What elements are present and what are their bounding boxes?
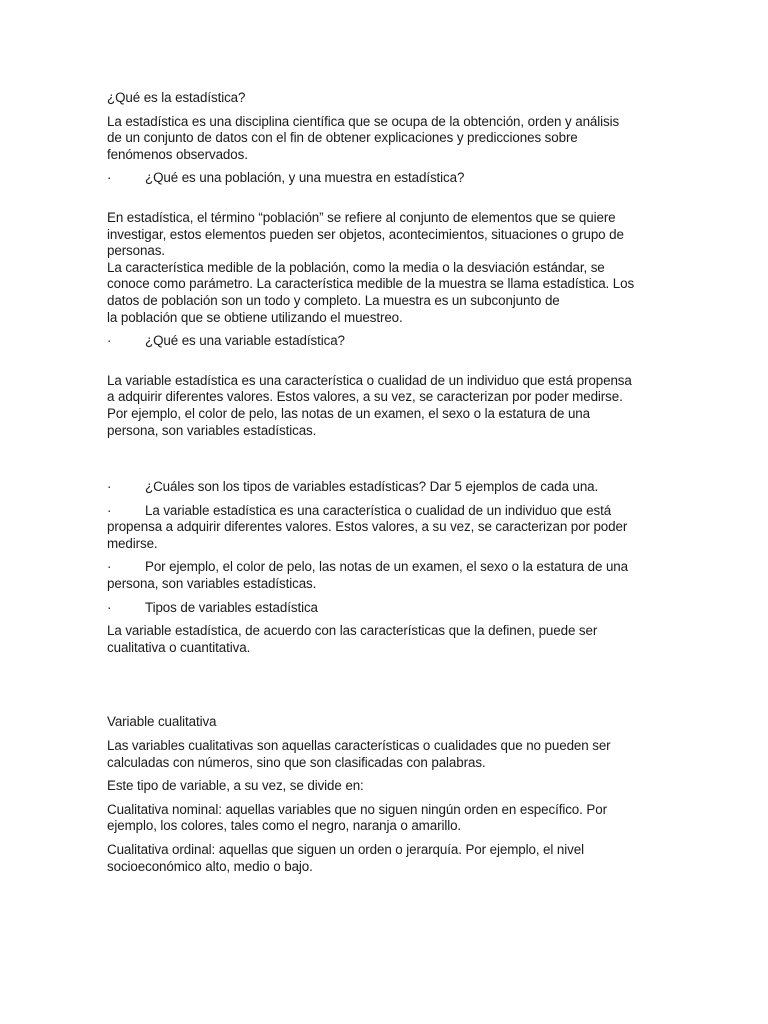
paragraph-se-divide-en: Este tipo de variable, a su vez, se divide en: — [107, 778, 364, 794]
paragraph-variable-estadistica: La variable estadística es una característica o cualidad de un individuo que está propensa a adquirir diferentes valores. Estos valores, a su vez, se caracterizan por poder medirse. Por ejemplo, el color de pelo, las notas de un examen, el sexo o la estatura de una persona, son variables estadísticas. — [107, 372, 632, 438]
bullet-mark: · — [107, 479, 112, 495]
bullet-mark: · — [107, 559, 112, 575]
bullet-mark: · — [107, 599, 112, 615]
bullet-mark: · — [107, 502, 112, 518]
bullet-poblacion-muestra: · ¿Qué es una población, y una muestra en estadística? — [107, 170, 465, 186]
bullet-tipos-variables-estadistica: · Tipos de variables estadística — [107, 599, 318, 615]
paragraph-cualitativa-cuantitativa: La variable estadística, de acuerdo con las características que la definen, puede ser cualitativa o cuantitativa. — [107, 623, 598, 655]
bullet-tipos-variables: · ¿Cuáles son los tipos de variables estadísticas? Dar 5 ejemplos de cada una. — [107, 479, 599, 495]
paragraph-cualitativa-nominal: Cualitativa nominal: aquellas variables que no siguen ningún orden en específico. Por ejemplo, los colores, tales como el negro, naranja o amarillo. — [107, 801, 607, 834]
heading-variable-cualitativa: Variable cualitativa — [107, 714, 217, 730]
bullet-variable-estadistica: · ¿Qué es una variable estadística? — [107, 333, 345, 349]
document-page — [107, 90, 667, 875]
paragraph-cualitativa-ordinal: Cualitativa ordinal: aquellas que siguen un orden o jerarquía. Por ejemplo, el nivel socioeconómico alto, medio o bajo. — [107, 842, 584, 874]
heading-que-es-estadistica: ¿Qué es la estadística? — [107, 90, 246, 105]
paragraph-definicion-estadistica: La estadística es una disciplina científica que se ocupa de la obtención, orden y análisis de un conjunto de datos con el fin de obtener explicaciones y predicciones sobre fenómenos observados. — [107, 113, 620, 162]
paragraph-variables-cualitativas: Las variables cualitativas son aquellas características o cualidades que no pueden ser calculadas con números, sino que son clasificadas con palabras. — [107, 738, 611, 770]
bullet-paragraph-caracteristica: · La variable estadística es una característica o cualidad de un individuo que está propensa a adquirir diferentes valores. Estos valores, a su vez, se caracterizan por poder medirse. — [107, 502, 628, 551]
bullet-mark: · — [107, 333, 112, 349]
paragraph-poblacion: En estadística, el término “población” se refiere al conjunto de elementos que se quiere investigar, estos elementos pueden ser objetos, acontecimientos, situaciones o grupo de personas. La característica medible de la población, como la media o la desviación estándar, se conoce como parámetro. La característica medible de la muestra se llama estadística. Los datos de población son un todo y completo. La muestra es un subconjunto de la población que se obtiene utilizando el muestreo. — [107, 209, 635, 325]
bullet-mark: · — [107, 170, 112, 186]
bullet-paragraph-ejemplo: · Por ejemplo, el color de pelo, las notas de un examen, el sexo o la estatura de una persona, son variables estadísticas. — [107, 559, 628, 592]
